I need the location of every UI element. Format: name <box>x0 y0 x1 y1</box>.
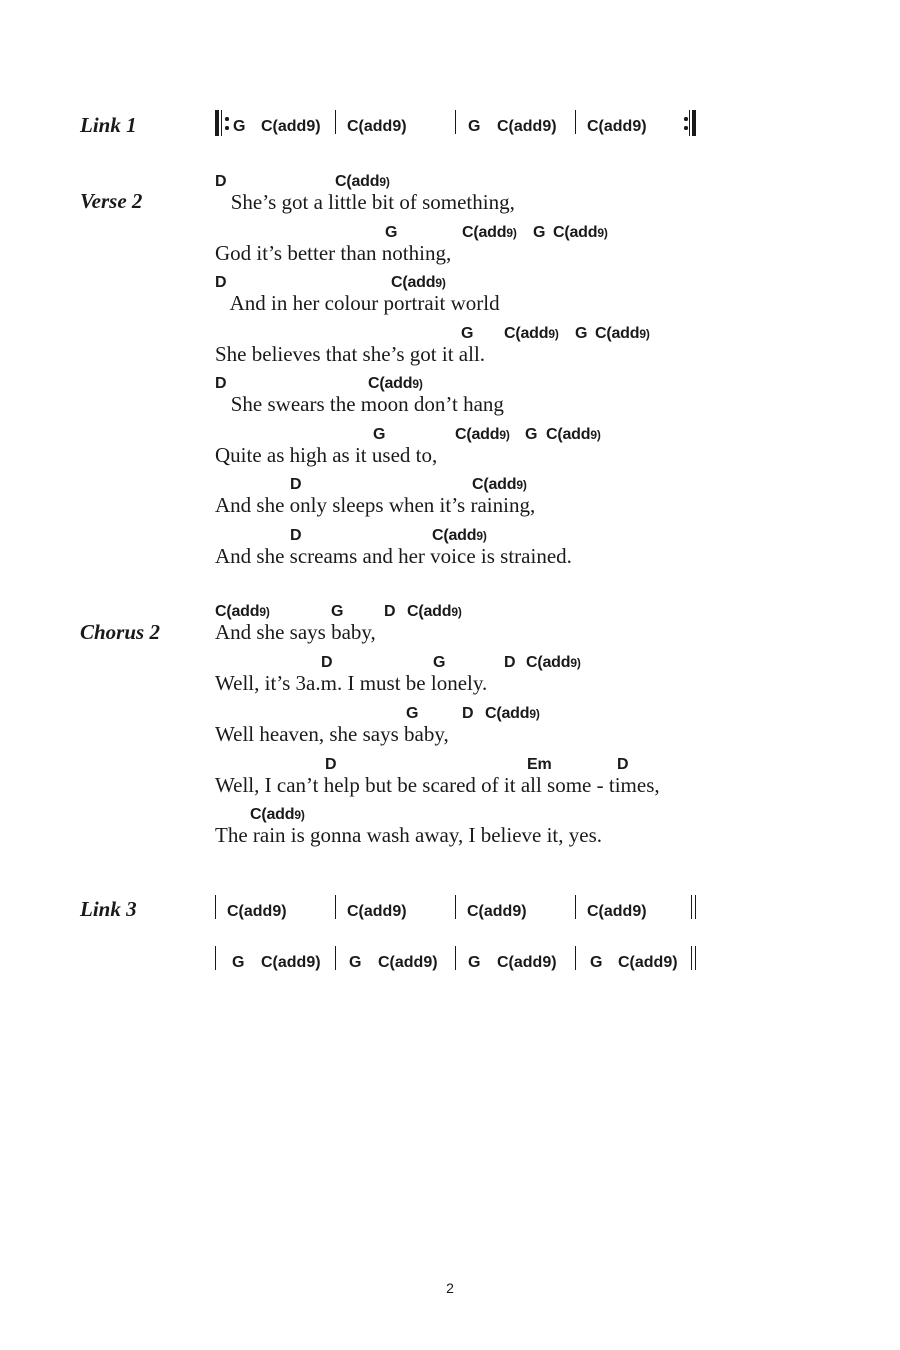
chord-extension: 9) <box>542 118 557 135</box>
chord-extension: 9) <box>306 954 321 971</box>
lyric-line: Quite as high as it used to, <box>215 443 438 467</box>
chord: C(add9) <box>215 603 270 620</box>
chord: D <box>215 173 227 190</box>
chord: C(add9) <box>347 118 407 135</box>
lyric-line: Well, it’s 3a.m. I must be lonely. <box>215 671 488 695</box>
barline <box>335 946 336 970</box>
chord: C(add9) <box>546 426 601 443</box>
chord: C(add9) <box>595 325 650 342</box>
chord-extension: 9) <box>451 605 462 619</box>
chord-extension: 9) <box>548 327 559 341</box>
chord-extension: 9) <box>663 954 678 971</box>
barline <box>575 946 576 970</box>
barline <box>455 895 456 919</box>
double-barline <box>691 946 692 970</box>
chord: C(add9) <box>462 224 517 241</box>
chord: C(add9) <box>391 274 446 291</box>
chord-extension: 9) <box>306 118 321 135</box>
chord-extension: 9) <box>259 605 270 619</box>
chord: D <box>462 705 474 722</box>
chord: C(add9) <box>261 118 321 135</box>
chord: C(add9) <box>553 224 608 241</box>
chord: G <box>331 603 344 620</box>
chord-extension: 9) <box>512 903 527 920</box>
barline <box>215 946 216 970</box>
lyric-line: She’s got a little bit of something, <box>215 190 515 214</box>
chord-extension: 9) <box>590 428 601 442</box>
barline <box>335 110 336 134</box>
chord: D <box>215 274 227 291</box>
lyric-line: She believes that she’s got it all. <box>215 342 486 366</box>
chord: D <box>321 654 333 671</box>
barline <box>455 110 456 134</box>
page-number: 2 <box>446 1280 454 1296</box>
chord-extension: 9) <box>392 118 407 135</box>
double-barline <box>695 946 696 970</box>
chord-extension: 9) <box>639 327 650 341</box>
chord-extension: 9) <box>632 118 647 135</box>
chord: C(add9) <box>485 705 540 722</box>
lyric-line: Well heaven, she says baby, <box>215 722 449 746</box>
chord: C(add9) <box>407 603 462 620</box>
chord: G <box>525 426 538 443</box>
chord: C(add9) <box>347 903 407 920</box>
barline <box>335 895 336 919</box>
chord: G <box>373 426 386 443</box>
section-label-link-1: Link 1 <box>80 113 137 137</box>
section-label-link-3: Link 3 <box>80 897 137 921</box>
chord-extension: 9) <box>392 903 407 920</box>
chord: D <box>617 756 629 773</box>
chord-extension: 9) <box>294 808 305 822</box>
chord: G <box>468 954 481 971</box>
chord: C(add9) <box>455 426 510 443</box>
lyric-line: The rain is gonna wash away, I believe it, yes. <box>215 823 603 847</box>
barline <box>215 895 216 919</box>
repeat-start-thin-barline <box>221 110 222 136</box>
barline <box>575 895 576 919</box>
chord-extension: 9) <box>570 656 581 670</box>
chord-extension: 9) <box>499 428 510 442</box>
chord: C(add9) <box>504 325 559 342</box>
chord: C(add9) <box>378 954 438 971</box>
chord: G <box>406 705 419 722</box>
chord: C(add9) <box>618 954 678 971</box>
chord: D <box>384 603 396 620</box>
repeat-start-barline <box>215 110 219 136</box>
chord: G <box>575 325 588 342</box>
chord-extension: 9) <box>516 478 527 492</box>
chord: G <box>461 325 474 342</box>
repeat-end-thin-barline <box>689 110 690 136</box>
chord: C(add9) <box>587 903 647 920</box>
chord: D <box>215 375 227 392</box>
chord: D <box>290 476 302 493</box>
chord-extension: 9) <box>476 529 487 543</box>
chord-extension: 9) <box>506 226 517 240</box>
barline <box>575 110 576 134</box>
chord-extension: 9) <box>632 903 647 920</box>
chord: C(add9) <box>497 118 557 135</box>
chord: Em <box>527 756 552 773</box>
chord-extension: 9) <box>272 903 287 920</box>
section-label-verse-2: Verse 2 <box>80 189 143 213</box>
chord: C(add9) <box>467 903 527 920</box>
chord: G <box>232 954 245 971</box>
chord: G <box>349 954 362 971</box>
lyric-line: And in her colour portrait world <box>215 291 500 315</box>
chord-extension: 9) <box>529 707 540 721</box>
chord: C(add9) <box>432 527 487 544</box>
chord: D <box>290 527 302 544</box>
chord-extension: 9) <box>542 954 557 971</box>
chord-extension: 9) <box>435 276 446 290</box>
lyric-line: And she screams and her voice is strained. <box>215 544 572 568</box>
chord: C(add9) <box>497 954 557 971</box>
chord: G <box>433 654 446 671</box>
lyric-line: And she only sleeps when it’s raining, <box>215 493 536 517</box>
double-barline <box>695 895 696 919</box>
chord-extension: 9) <box>412 377 423 391</box>
section-label-chorus-2: Chorus 2 <box>80 620 160 644</box>
chord-extension: 9) <box>597 226 608 240</box>
chord: G <box>590 954 603 971</box>
chord: G <box>233 118 246 135</box>
repeat-end-barline <box>692 110 696 136</box>
lyric-line: She swears the moon don’t hang <box>215 392 504 416</box>
chord: C(add9) <box>261 954 321 971</box>
chord-extension: 9) <box>423 954 438 971</box>
double-barline <box>691 895 692 919</box>
chord: G <box>385 224 398 241</box>
chord: C(add9) <box>227 903 287 920</box>
lyric-line: Well, I can’t help but be scared of it all some - times, <box>215 773 660 797</box>
chord: C(add9) <box>526 654 581 671</box>
chord: D <box>504 654 516 671</box>
chord: C(add9) <box>587 118 647 135</box>
chord: C(add9) <box>250 806 305 823</box>
chord: D <box>325 756 337 773</box>
chord: C(add9) <box>368 375 423 392</box>
lyric-line: God it’s better than nothing, <box>215 241 452 265</box>
chord: C(add9) <box>472 476 527 493</box>
barline <box>455 946 456 970</box>
chord: C(add9) <box>335 173 390 190</box>
chord: G <box>533 224 546 241</box>
chord: G <box>468 118 481 135</box>
lyric-line: And she says baby, <box>215 620 376 644</box>
chord-extension: 9) <box>379 175 390 189</box>
